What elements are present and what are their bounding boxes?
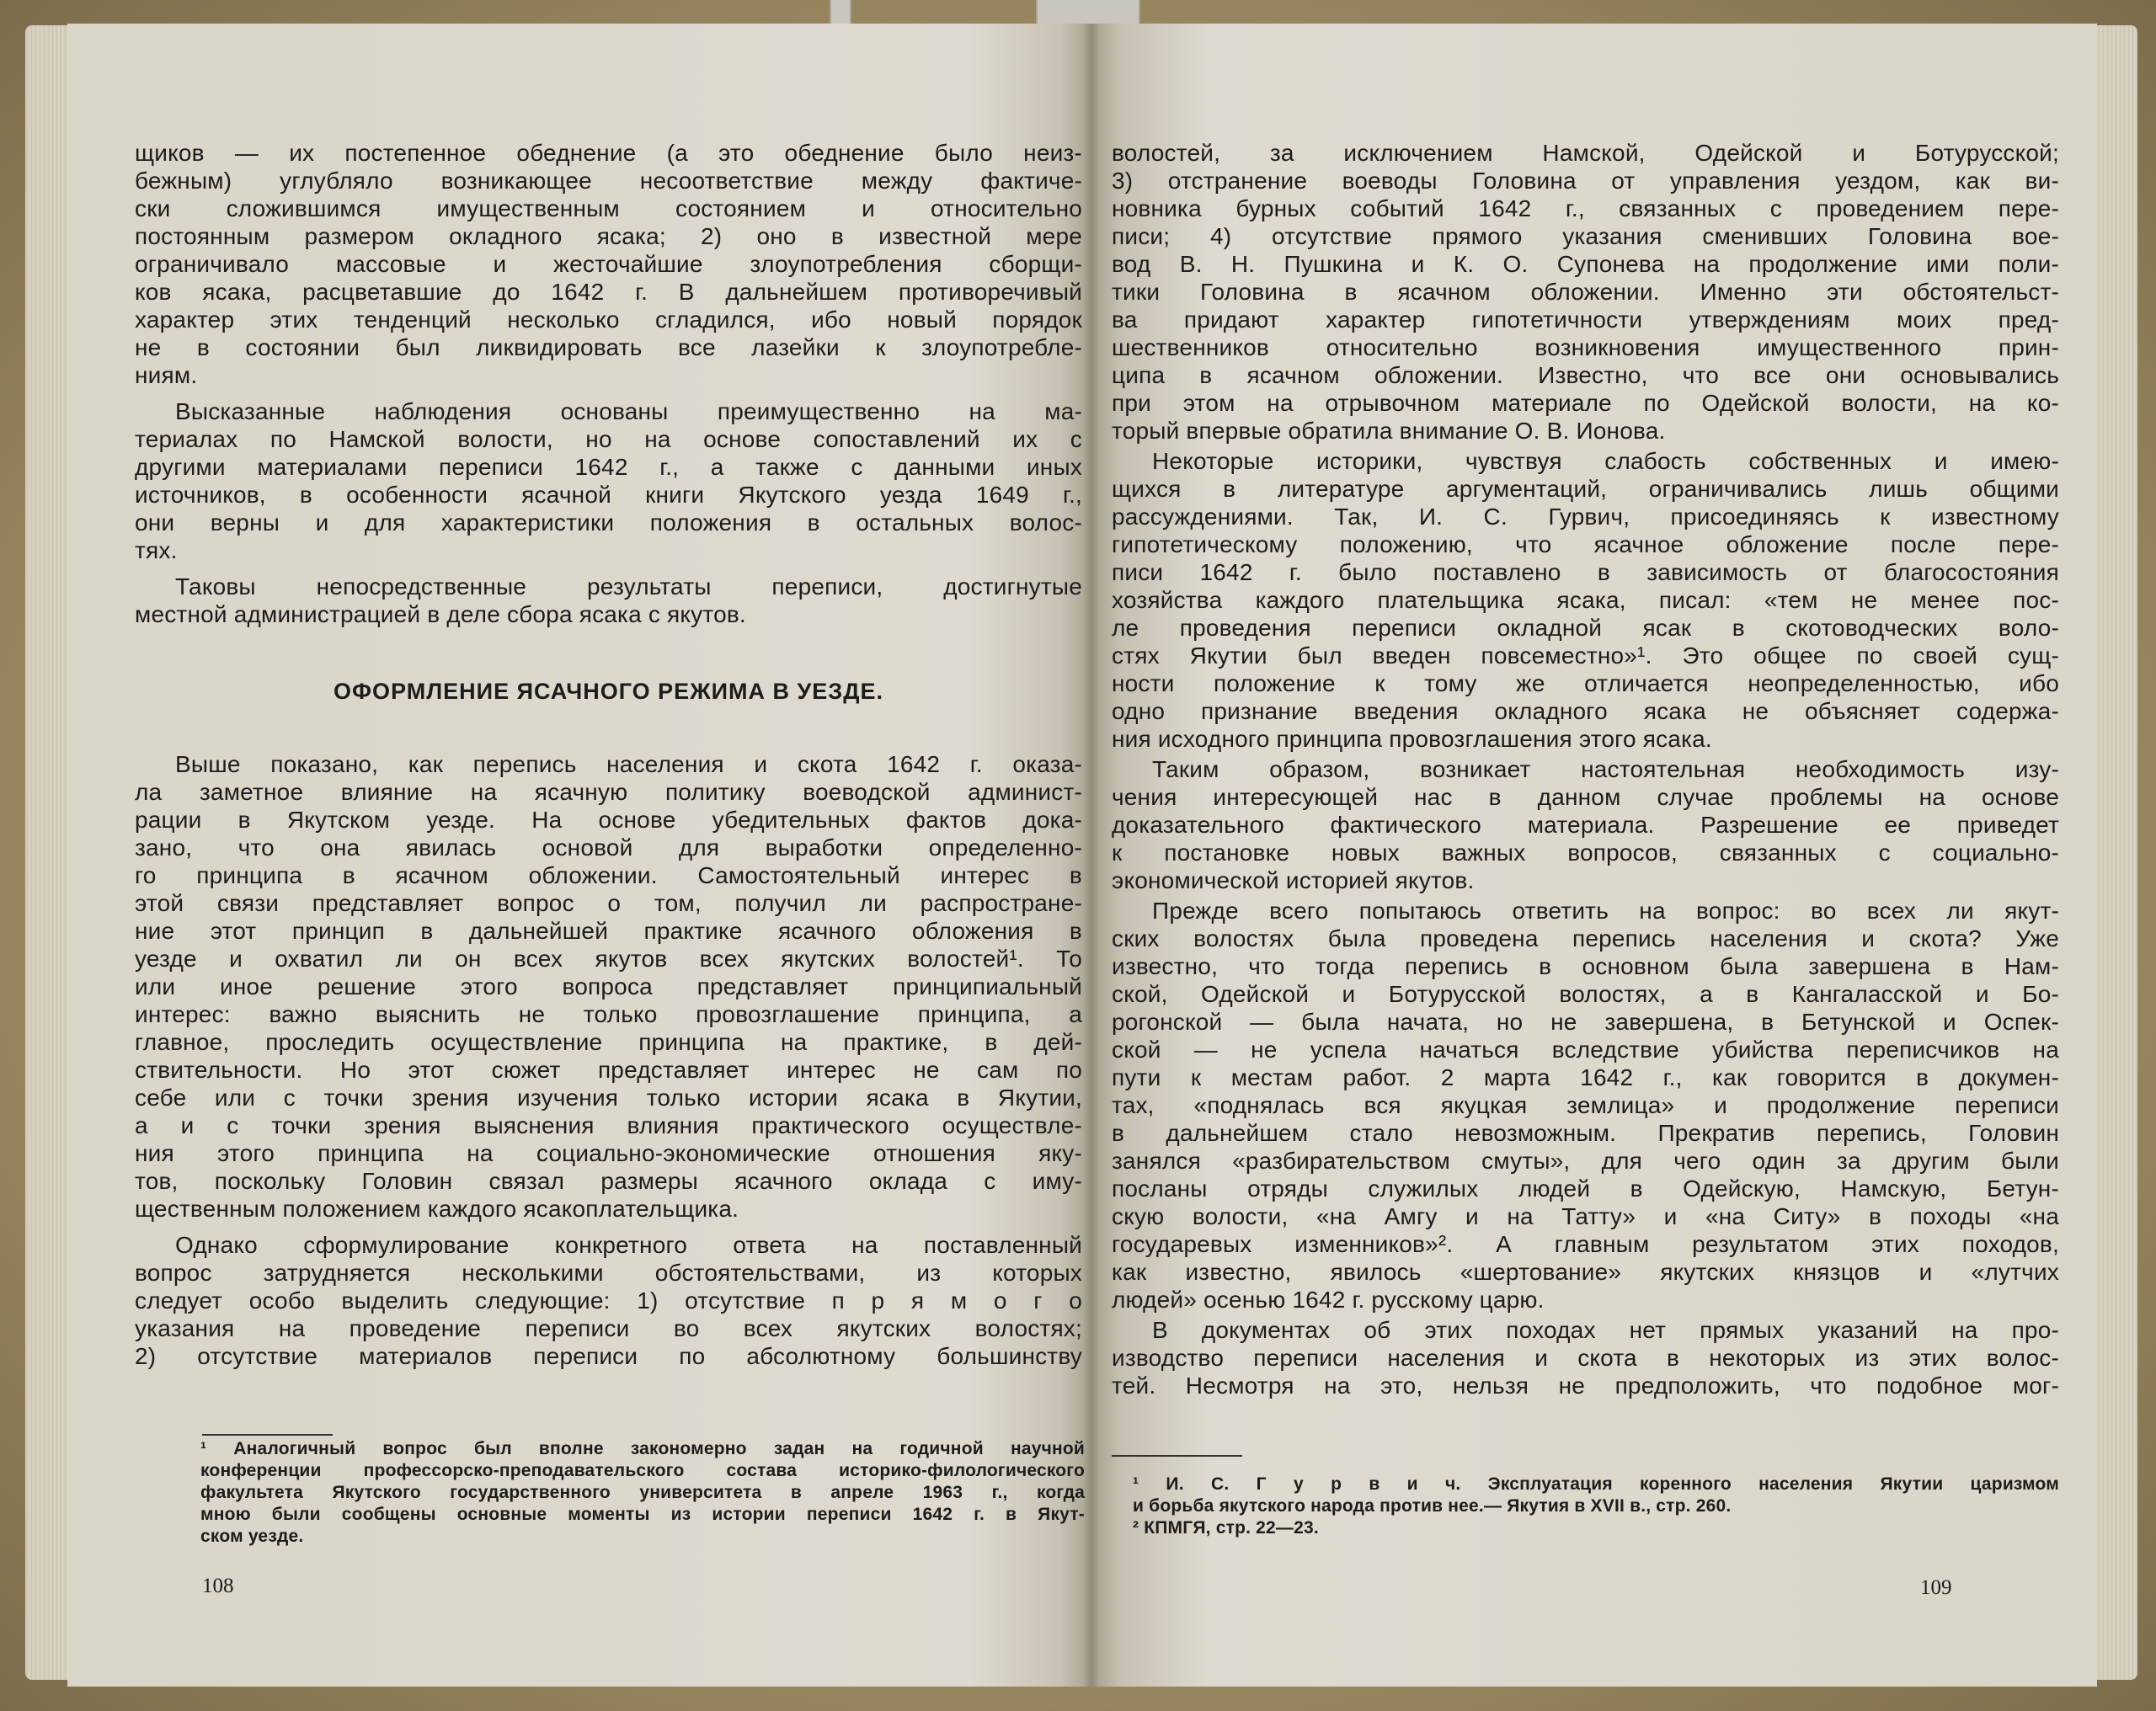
text-line: тей. Несмотря на это, нельзя не предположить, что подобное мог- <box>1112 1373 2059 1399</box>
text-line: этой связи представляет вопрос о том, получил ли распростране- <box>135 890 1082 916</box>
text-line: одно признание введения окладного ясака не объясняет содержа- <box>1112 698 2059 724</box>
text-line: тах, «поднялась вся якуцкая землица» и продолжение переписи <box>1112 1092 2059 1118</box>
text-line: 2) отсутствие материалов переписи по абсолютному большинству <box>135 1343 1082 1369</box>
left-page-text <box>135 139 1082 1370</box>
text-line: рогонской — была начата, но не завершена, в Бетунской и Оспек- <box>1112 1009 2059 1035</box>
text-line: занялся «разбирательством смуты», для чего один за другим были <box>1112 1148 2059 1174</box>
text-line: они верны и для характеристики положения в остальных волос- <box>135 509 1082 536</box>
text-line: в дальнейшем стало невозможным. Прекратив перепись, Головин <box>1112 1120 2059 1146</box>
text-line: ограничивало массовые и жесточайшие злоупотребления сборщи- <box>135 251 1082 277</box>
text-line: ков ясака, расцветавшие до 1642 г. В дальнейшем противоречивый <box>135 279 1082 305</box>
text-line: ципа в ясачном обложении. Известно, что все они основывались <box>1112 362 2059 388</box>
text-line: Некоторые историки, чувствуя слабость собственных и имею- <box>1152 448 2059 474</box>
text-line: го принципа в ясачном обложении. Самостоятельный интерес в <box>135 862 1082 888</box>
text-line: источников, в особенности ясачной книги Якутского уезда 1649 г., <box>135 482 1082 508</box>
text-line: тях. <box>135 537 178 563</box>
footnote-line: конференции профессорско-преподавательского состава историко-филологического <box>200 1461 1085 1480</box>
text-line: стях Якутии был введен повсеместно»¹. Это общее по своей сущ- <box>1112 642 2059 669</box>
text-line: гипотетическому положению, что ясачное обложение после пере- <box>1112 531 2059 557</box>
text-line: себе или с точки зрения изучения только истории ясака в Якутии, <box>135 1085 1082 1111</box>
text-line: Таким образом, возникает настоятельная необходимость изу- <box>1152 756 2059 782</box>
page-number-right: 109 <box>1920 1576 1952 1599</box>
text-line: В документах об этих походах нет прямых указаний на про- <box>1152 1317 2059 1343</box>
text-line: Выше показано, как перепись населения и скота 1642 г. оказа- <box>175 751 1082 777</box>
footnote-line: и борьба якутского народа против нее.— Якутия в XVII в., стр. 260. <box>1133 1496 1732 1516</box>
text-line: Прежде всего попытаюсь ответить на вопрос: во всех ли якут- <box>1152 898 2059 924</box>
text-line: как известно, явилось «шертование» якутских князцов и «лутчих <box>1112 1259 2059 1285</box>
text-line: постоянным размером окладного ясака; 2) оно в известной мере <box>135 223 1082 249</box>
text-line: скую волости, «на Амгу и на Татту» и «на Ситу» в походы «на <box>1112 1203 2059 1229</box>
text-line: хозяйства каждого плательщика ясака, писал: «тем не менее пос- <box>1112 587 2059 613</box>
text-line: щиков — их постепенное обеднение (а это обеднение было неиз- <box>135 140 1082 166</box>
right-page-text <box>1112 139 2059 1399</box>
right-footnotes <box>1133 1474 2059 1539</box>
text-line: чения интересующей нас в данном случае проблемы на основе <box>1112 784 2059 810</box>
text-line: ности положение к тому же отличается неопределенностью, ибо <box>1112 670 2059 696</box>
text-line: а и с точки зрения выяснения влияния практического осуществле- <box>135 1112 1082 1138</box>
book-gutter <box>1082 24 1101 1687</box>
footnote-rule-right <box>1112 1455 1242 1457</box>
text-line: вопрос затрудняется несколькими обстоятельствами, из которых <box>135 1260 1082 1286</box>
text-line: изводство переписи населения и скота в некоторых из этих волос- <box>1112 1345 2059 1371</box>
footnote-line: факультета Якутского государственного университета в апреле 1963 г., когда <box>200 1483 1085 1502</box>
text-line: 3) отстранение воеводы Головина от управления уездом, как ви- <box>1112 168 2059 194</box>
page-number-left: 108 <box>202 1575 234 1597</box>
text-line: вод В. Н. Пушкина и К. О. Супонева на продолжение ими поли- <box>1112 251 2059 277</box>
text-line: ле проведения переписи окладной ясак в скотоводческих воло- <box>1112 615 2059 641</box>
footnote-line: мною были сообщены основные моменты из истории переписи 1642 г. в Якут- <box>200 1505 1085 1524</box>
text-line: ния этого принципа на социально-экономические отношения яку- <box>135 1140 1082 1166</box>
footnote-rule-left <box>202 1434 333 1436</box>
text-line: ва придают характер гипотетичности утверждениям моих пред- <box>1112 306 2059 333</box>
text-line: Высказанные наблюдения основаны преимущественно на ма- <box>175 398 1082 424</box>
text-line: торый впервые обратила внимание О. В. Ионова. <box>1112 418 1666 444</box>
text-line: главное, проследить осуществление принципа на практике, в дей- <box>135 1029 1082 1055</box>
text-line: Однако сформулирование конкретного ответа на поставленный <box>175 1232 1082 1258</box>
text-line: новника бурных событий 1642 г., связанных с проведением пере- <box>1112 195 2059 221</box>
footnote-line: ¹ Аналогичный вопрос был вполне закономерно задан на годичной научной <box>200 1439 1085 1458</box>
text-line: характер этих тенденций несколько сгладился, ибо новый порядок <box>135 306 1082 333</box>
text-line: экономической историей якутов. <box>1112 867 1475 893</box>
text-line: ски сложившимся имущественным состоянием и относительно <box>135 195 1082 221</box>
text-line: не в состоянии был ликвидировать все лазейки к злоупотребле- <box>135 334 1082 360</box>
text-line: рассуждениями. Так, И. С. Гурвич, присоединяясь к известному <box>1112 504 2059 530</box>
text-line: ской, Одейской и Ботурусской волостях, а в Кангаласской и Бо- <box>1112 981 2059 1007</box>
text-line: териалах по Намской волости, но на основе сопоставлений их с <box>135 426 1082 452</box>
text-line: Таковы непосредственные результаты переписи, достигнутые <box>175 573 1082 600</box>
text-line: тики Головина в ясачном обложении. Именно эти обстоятельст- <box>1112 279 2059 305</box>
text-line: ние этот принцип в дальнейшей практике ясачного обложения в <box>135 918 1082 944</box>
text-line: шественников относительно возникновения имущественного прин- <box>1112 334 2059 360</box>
text-line: посланы отряды служилых людей в Одейскую, Намскую, Бетун- <box>1112 1175 2059 1202</box>
text-line: ниям. <box>135 362 198 388</box>
text-line: ствительности. Но этот сюжет представляет интерес не сам по <box>135 1057 1082 1083</box>
text-line: доказательного фактического материала. Разрешение ее приведет <box>1112 812 2059 838</box>
footnote-line: ском уезде. <box>200 1527 304 1546</box>
text-line: государевых изменников»². А главным результатом этих походов, <box>1112 1231 2059 1257</box>
text-line: или иное решение этого вопроса представляет принципиальный <box>135 973 1082 999</box>
text-line: людей» осенью 1642 г. русскому царю. <box>1112 1287 1545 1313</box>
text-line: ла заметное влияние на ясачную политику воеводской админист- <box>135 779 1082 805</box>
text-line: пути к местам работ. 2 марта 1642 г., как говорится в докумен- <box>1112 1064 2059 1090</box>
text-line: ской — не успела начаться вследствие убийства переписчиков на <box>1112 1037 2059 1063</box>
text-line: местной администрацией в деле сбора ясака с якутов. <box>135 601 746 627</box>
text-line: зано, что она явилась основой для выработки определенно- <box>135 834 1082 861</box>
text-line: при этом на отрывочном материале по Одейской волости, на ко- <box>1112 390 2059 416</box>
text-line: щественным положением каждого ясакоплательщика. <box>135 1196 739 1222</box>
text-line: другими материалами переписи 1642 г., а также с данными иных <box>135 454 1082 480</box>
footnote-line: ² КПМГЯ, стр. 22—23. <box>1133 1518 1319 1538</box>
text-line: бежным) углубляло возникающее несоответствие между фактиче- <box>135 168 1082 194</box>
text-line: известно, что тогда перепись в основном была завершена в Нам- <box>1112 953 2059 979</box>
text-line: тов, поскольку Головин связал размеры ясачного оклада с иму- <box>135 1168 1082 1194</box>
text-line: писи; 4) отсутствие прямого указания сменивших Головина вое- <box>1112 223 2059 249</box>
text-line: указания на проведение переписи во всех якутских волостях; <box>135 1315 1082 1341</box>
text-line: писи 1642 г. было поставлено в зависимость от благосостояния <box>1112 559 2059 585</box>
text-line: ния исходного принципа провозглашения этого ясака. <box>1112 726 1712 752</box>
text-line: ских волостях была проведена перепись населения и скота? Уже <box>1112 925 2059 951</box>
left-footnotes <box>200 1438 1085 1548</box>
text-line: волостей, за исключением Намской, Одейской и Ботурусской; <box>1112 140 2059 166</box>
text-line: уезде и охватил ли он всех якутов всех якутских волостей¹. То <box>135 946 1082 972</box>
footnote-line: ¹ И. С. Г у р в и ч. Эксплуатация коренного населения Якутии царизмом <box>1133 1474 2059 1494</box>
text-line: интерес: важно выяснить не только провозглашение принципа, а <box>135 1001 1082 1027</box>
text-line: щихся в литературе аргументаций, ограничивались лишь общими <box>1112 476 2059 502</box>
section-heading: ОФОРМЛЕНИЕ ЯСАЧНОГО РЕЖИМА В УЕЗДЕ. <box>334 679 883 704</box>
text-line: к постановке новых важных вопросов, связанных с социально- <box>1112 840 2059 866</box>
text-line: рации в Якутском уезде. На основе убедительных фактов дока- <box>135 807 1082 833</box>
text-line: следует особо выделить следующие: 1) отсутствие п р я м о г о <box>135 1287 1082 1314</box>
